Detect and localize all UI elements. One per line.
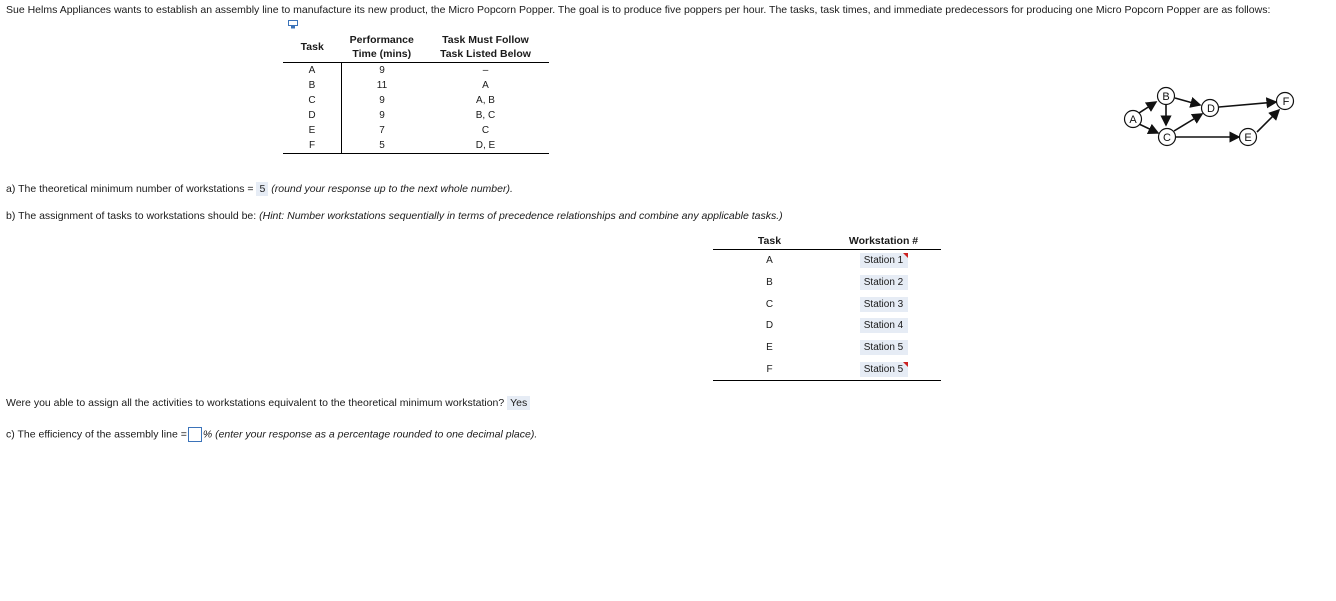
assign-task-cell: F [766, 363, 773, 375]
station-select[interactable] [860, 340, 908, 355]
assign-task-header: Task [757, 235, 782, 247]
task-cell: C [283, 93, 342, 108]
problem-intro: Sue Helms Appliances wants to establish an assembly line to manufacture its new product, the Micro Popcorn Popper. The goal is to produce five poppers per hour. The tasks, task times, and immediate predecessors for producing one Micro Popcorn Popper are as follows: [6, 4, 1271, 16]
station-value: Station 5 [863, 363, 904, 375]
incorrect-flag-icon [903, 362, 908, 367]
assign-task-cell: C [765, 298, 774, 310]
question-a-hint: (round your response up to the next whole number). [271, 183, 513, 195]
assign-station-cell [826, 315, 941, 337]
task-cell: F [283, 138, 342, 154]
table-row [283, 63, 549, 79]
assign-station-cell [826, 358, 941, 380]
question-a-prefix: a) The theoretical minimum number of workstations = [6, 183, 254, 195]
station-value: Station 4 [863, 320, 904, 332]
question-b-prefix: b) The assignment of tasks to workstations should be: [6, 210, 257, 222]
station-select[interactable] [860, 362, 908, 377]
time-header [342, 31, 423, 63]
node-e-label: E [1244, 132, 1252, 144]
predecessor-cell: A [482, 80, 489, 91]
time-header-line1: Performance [349, 33, 414, 46]
task-cell: A [283, 63, 342, 79]
assign-station-cell [826, 337, 941, 359]
task-cell: B [283, 78, 342, 93]
task-cell: E [283, 123, 342, 138]
table-row [713, 315, 941, 337]
time-cell: 9 [379, 110, 385, 121]
predecessor-cell: B, C [475, 110, 496, 121]
assign-question [6, 397, 530, 409]
edge-c-d [1174, 114, 1202, 131]
assignment-table [713, 233, 941, 381]
edge-b-d [1175, 98, 1200, 105]
task-table [283, 31, 549, 154]
table-row [283, 138, 549, 154]
copy-table-icon[interactable] [288, 20, 298, 29]
table-row [713, 272, 941, 294]
assign-question-answer[interactable]: Yes [507, 396, 530, 410]
node-b-label: B [1162, 91, 1170, 103]
assign-station-cell [826, 272, 941, 294]
station-select[interactable] [860, 318, 908, 333]
station-value: Station 3 [863, 298, 904, 310]
predecessor-header-line2: Task Listed Below [440, 47, 531, 60]
question-a [6, 183, 513, 195]
precedence-diagram [1113, 84, 1303, 154]
station-value: Station 5 [863, 342, 904, 354]
predecessor-cell: C [481, 125, 490, 136]
edge-e-f [1257, 110, 1279, 132]
station-select[interactable] [860, 297, 908, 312]
task-cell: D [283, 108, 342, 123]
time-cell: 7 [379, 125, 385, 136]
node-f-label: F [1282, 96, 1290, 108]
predecessor-header [422, 31, 549, 63]
station-select[interactable] [860, 253, 908, 268]
time-cell: 9 [379, 95, 385, 106]
assign-question-text: Were you able to assign all the activities to workstations equivalent to the theoretical minimum workstation? [6, 397, 505, 409]
min-workstations-answer[interactable]: 5 [256, 182, 268, 196]
predecessor-cell: A, B [476, 95, 495, 106]
station-value: Station 1 [863, 255, 904, 267]
question-c-suffix: % (enter your response as a percentage rounded to one decimal place). [202, 428, 538, 441]
table-row [713, 358, 941, 380]
assign-task-cell: A [766, 255, 773, 267]
assign-station-cell [826, 250, 941, 272]
time-cell: 11 [376, 80, 388, 91]
question-b [6, 210, 783, 222]
question-c-prefix: c) The efficiency of the assembly line = [6, 428, 187, 441]
table-row [283, 78, 549, 93]
station-select[interactable] [860, 275, 908, 290]
question-b-hint: (Hint: Number workstations sequentially in terms of precedence relationships and combine any applicable tasks.) [259, 210, 783, 222]
edge-a-b [1139, 102, 1156, 113]
time-cell: 9 [379, 65, 385, 76]
assign-station-header: Workstation # [848, 235, 919, 247]
predecessor-cell: – [482, 65, 489, 76]
assign-task-cell: E [766, 342, 773, 354]
question-c [6, 427, 537, 442]
assign-task-cell: D [765, 320, 774, 332]
table-row [283, 93, 549, 108]
node-d-label: D [1207, 103, 1215, 115]
edge-d-f [1219, 102, 1276, 107]
efficiency-input[interactable] [188, 427, 202, 442]
time-cell: 5 [379, 140, 385, 151]
edge-a-c [1139, 124, 1158, 133]
node-a-label: A [1129, 114, 1137, 126]
table-row [713, 250, 941, 272]
table-row [283, 108, 549, 123]
incorrect-flag-icon [903, 253, 908, 258]
station-value: Station 2 [863, 277, 904, 289]
assign-station-cell [826, 293, 941, 315]
table-row [713, 337, 941, 359]
table-row [713, 293, 941, 315]
task-header: Task [300, 40, 324, 53]
node-c-label: C [1163, 132, 1171, 144]
assign-task-cell: B [766, 277, 773, 289]
predecessor-cell: D, E [475, 140, 496, 151]
predecessor-header-line1: Task Must Follow [442, 33, 529, 46]
time-header-line2: Time (mins) [352, 47, 412, 60]
table-row [283, 123, 549, 138]
